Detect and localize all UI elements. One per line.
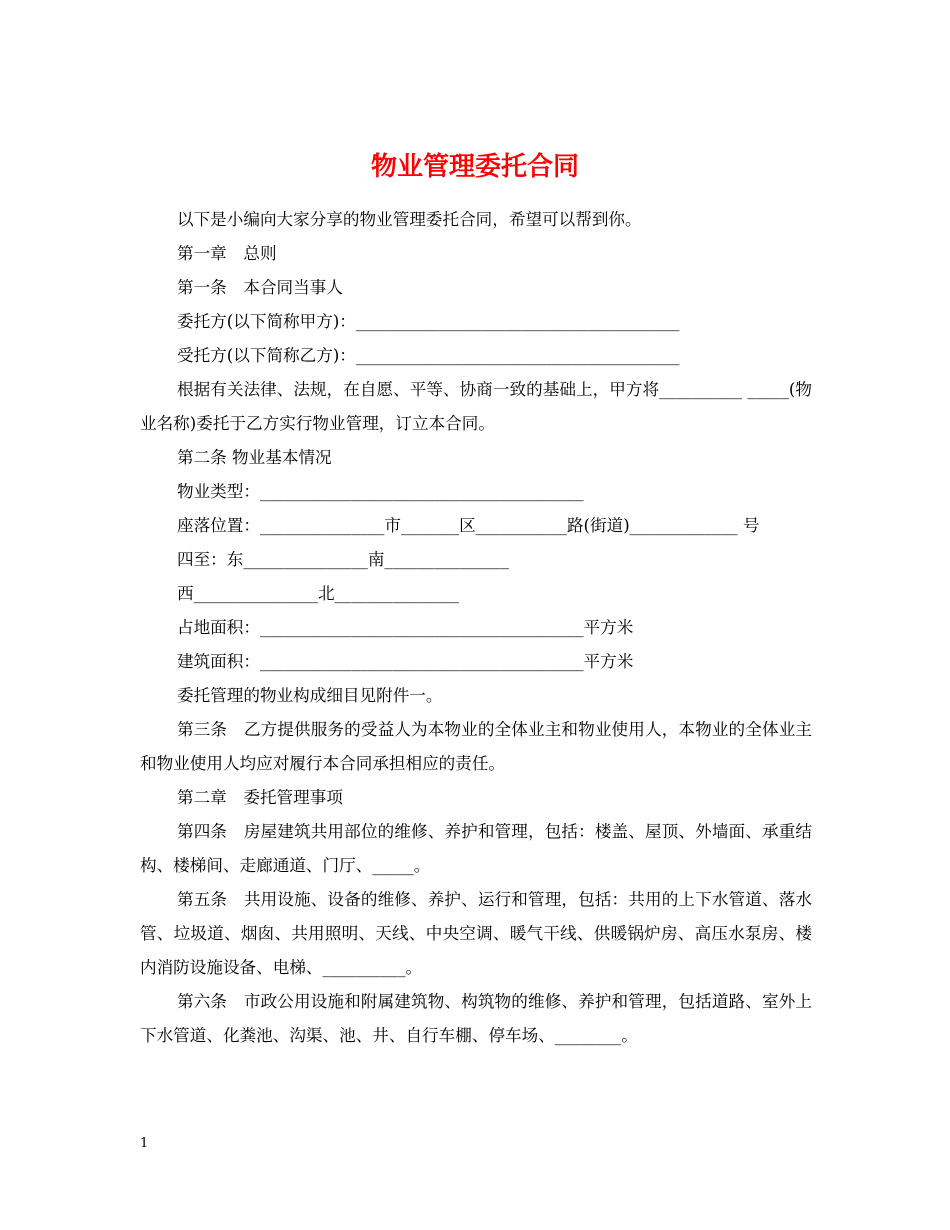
chapter-heading: 第二章 委托管理事项: [177, 788, 343, 807]
boundary-line: 西_______________北_______________: [177, 584, 460, 603]
basis-paragraph: 根据有关法律、法规，在自愿、平等、协商一致的基础上，甲方将__________ _____(物业名称)委托于乙方实行物业管理，订立本合同。: [140, 380, 812, 433]
article-heading: 第二条 物业基本情况: [177, 448, 332, 467]
article-paragraph: 第六条 市政公用设施和附属建筑物、构筑物的维修、养护和管理，包括道路、室外上下水管道、化粪池、沟渠、池、井、自行车棚、停车场、________。: [140, 992, 812, 1045]
party-a-line: 委托方(以下简称甲方)：_______________________________________: [177, 312, 680, 331]
chapter-heading: 第一章 总则: [177, 244, 277, 263]
boundary-line: 四至：东_______________南_______________: [177, 550, 509, 569]
page-number: 1: [140, 1136, 149, 1151]
building-area-line: 建筑面积：_______________________________________平方米: [177, 652, 634, 671]
document-title: 物业管理委托合同: [370, 152, 579, 183]
intro-paragraph: 以下是小编向大家分享的物业管理委托合同，希望可以帮到你。: [177, 210, 642, 229]
property-type-line: 物业类型：_______________________________________: [177, 482, 584, 501]
article-heading: 第一条 本合同当事人: [177, 278, 343, 297]
location-line: 座落位置：_______________市_______区___________路(街道)_____________ 号: [177, 516, 760, 535]
party-b-line: 受托方(以下简称乙方)：_______________________________________: [177, 346, 680, 365]
article-paragraph: 第五条 共用设施、设备的维修、养护、运行和管理，包括：共用的上下水管道、落水管、垃圾道、烟囱、共用照明、天线、中央空调、暖气干线、供暖锅炉房、高压水泵房、楼内消防设施设备、电梯、__________。: [140, 890, 812, 977]
attachment-note: 委托管理的物业构成细目见附件一。: [177, 686, 443, 705]
article-paragraph: 第四条 房屋建筑共用部位的维修、养护和管理，包括：楼盖、屋顶、外墙面、承重结构、楼梯间、走廊通道、门厅、_____。: [140, 822, 812, 875]
contract-body: [140, 203, 812, 1053]
land-area-line: 占地面积：_______________________________________平方米: [177, 618, 634, 637]
article-paragraph: 第三条 乙方提供服务的受益人为本物业的全体业主和物业使用人，本物业的全体业主和物业使用人均应对履行本合同承担相应的责任。: [140, 720, 812, 773]
